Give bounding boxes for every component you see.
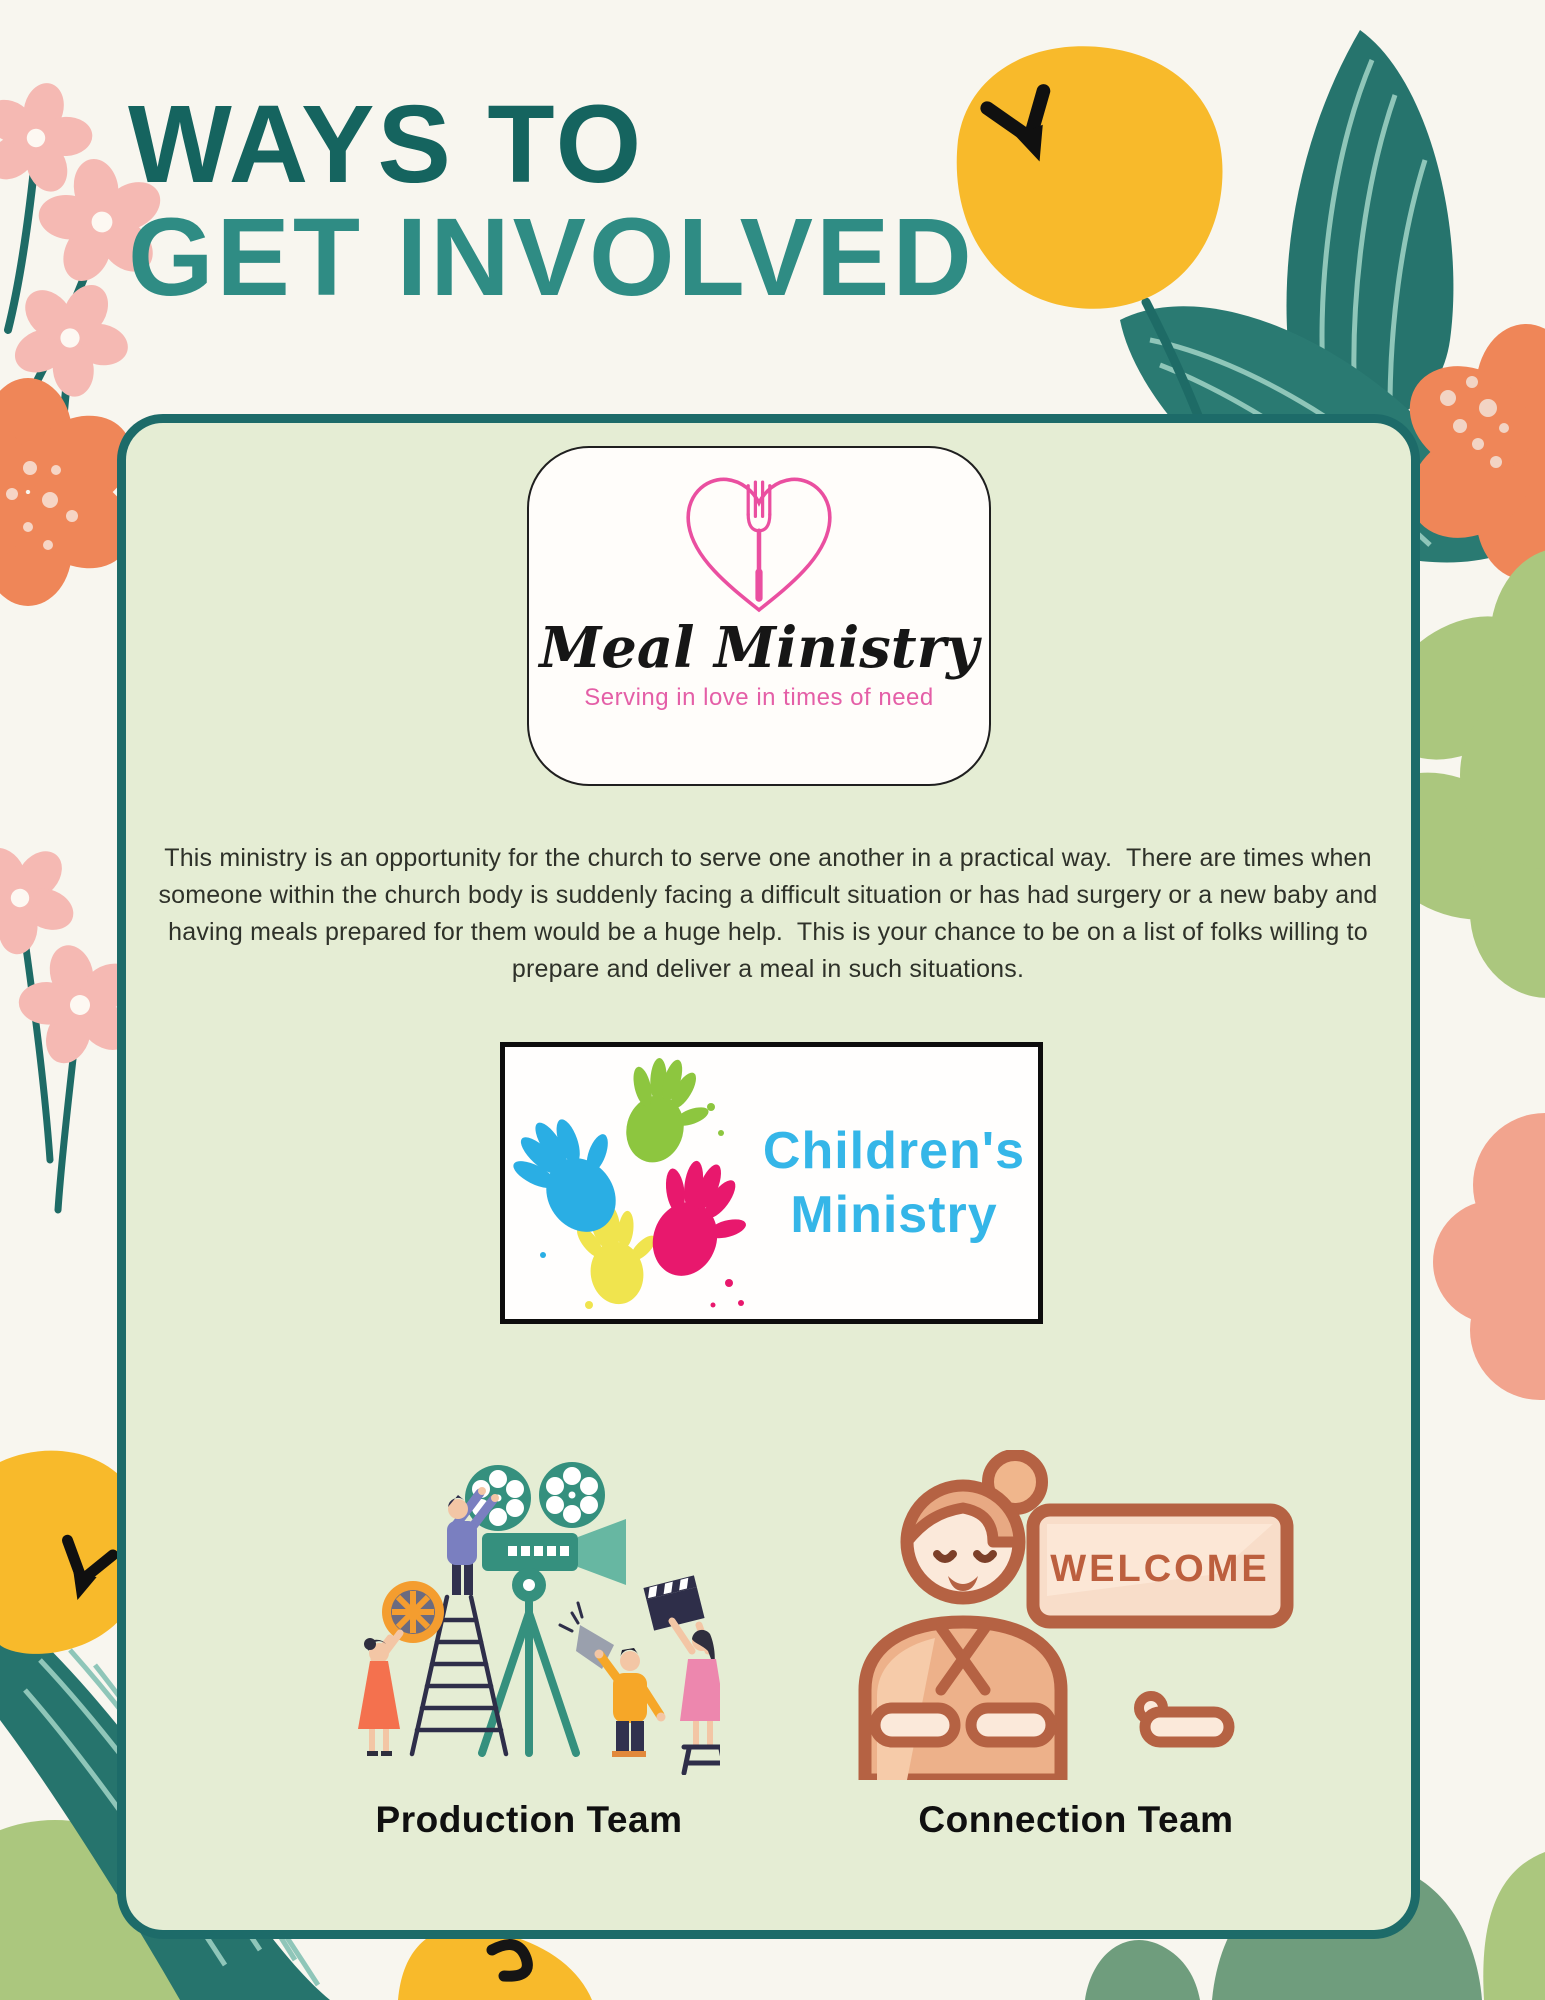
production-team-label: Production Team xyxy=(375,1799,683,1840)
page-title xyxy=(128,83,975,319)
meal-ministry-tagline: Serving in love in times of need xyxy=(584,684,934,711)
childrens-ministry-box xyxy=(500,1042,1043,1324)
welcome-sign xyxy=(1033,1510,1287,1622)
welcome-sign-text: WELCOME xyxy=(1050,1548,1270,1590)
title-line-2: GET INVOLVED xyxy=(128,196,975,319)
connection-team-label: Connection Team xyxy=(918,1799,1234,1840)
childrens-line-2: Ministry xyxy=(790,1186,998,1244)
childrens-ministry-wordmark xyxy=(750,1119,1038,1247)
meal-ministry-card xyxy=(527,446,991,786)
handprints-icon xyxy=(505,1047,750,1319)
title-line-1: WAYS TO xyxy=(128,83,645,206)
meal-ministry-name: Meal Ministry xyxy=(539,615,979,681)
meal-ministry-description: This ministry is an opportunity for the church to serve one another in a practical way. There are times when someone within the church body is suddenly facing a difficult situation or has had surgery or a new baby and having meals prepared for them would be a huge help. This is your chance to be on a list of folks willing to prepare and deliver a meal in such situations. xyxy=(158,844,1385,983)
heart-fork-icon xyxy=(669,458,849,626)
production-team-illustration xyxy=(330,1445,720,1775)
connection-team-illustration xyxy=(845,1450,1305,1780)
childrens-line-1: Children's xyxy=(762,1122,1026,1180)
